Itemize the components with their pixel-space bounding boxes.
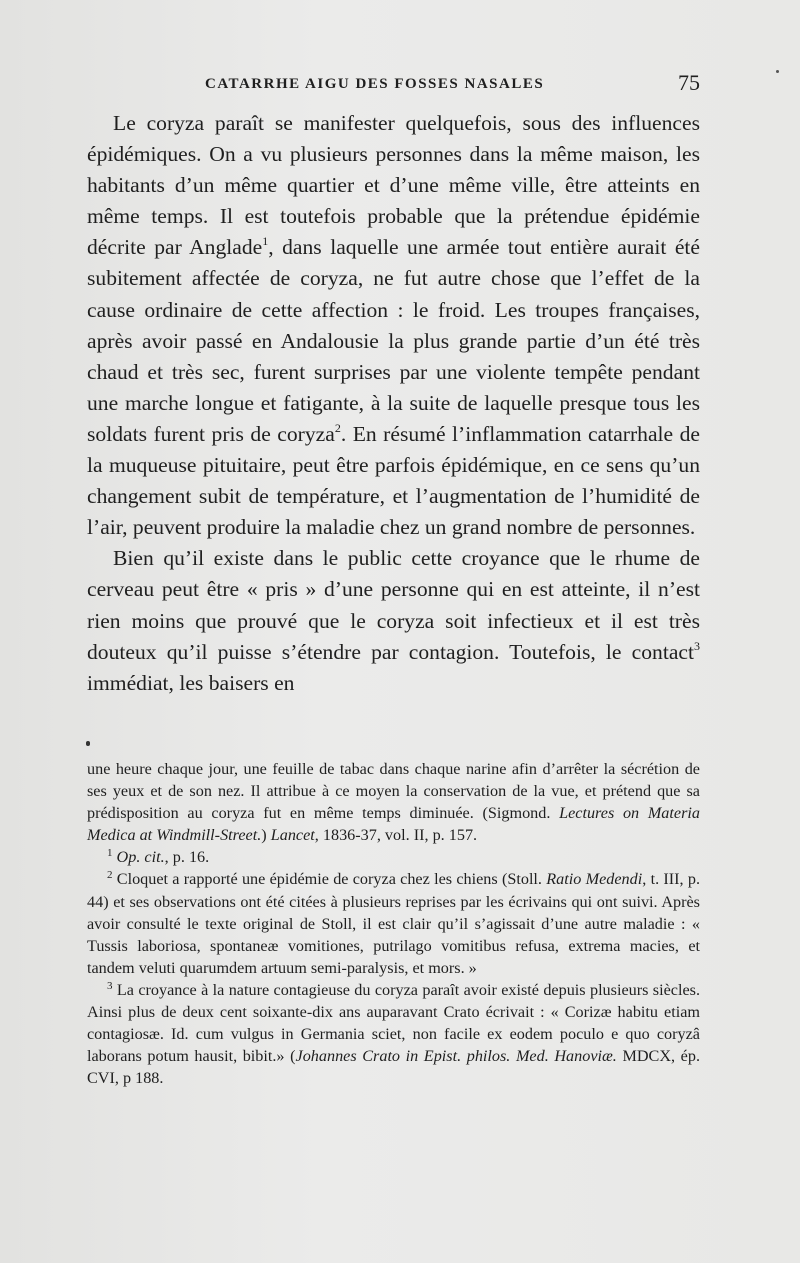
italic-run: Johannes Crato in Epist. philos. Med. Hanoviæ. <box>295 1047 617 1066</box>
text-run: MDCX, ép. CVI, p 188. <box>87 1047 700 1088</box>
italic-run: Ratio Medendi <box>546 870 643 889</box>
text-run: Cloquet a rapporté une épidémie de coryza chez les chiens (Stoll. <box>112 870 547 889</box>
page-header <box>205 70 700 96</box>
footnote-number: 1 <box>107 847 113 860</box>
footnotes <box>87 758 700 1089</box>
running-title: CATARRHE AIGU DES FOSSES NASALES <box>205 76 545 92</box>
page-number: 75 <box>678 70 700 95</box>
text-run: ) <box>261 826 271 845</box>
footnote-number: 2 <box>107 869 113 882</box>
footnote-1 <box>87 846 700 868</box>
ink-speck <box>776 70 779 73</box>
footnote-3 <box>87 979 700 1089</box>
footnote-number: 3 <box>107 979 113 992</box>
text-run: . En résumé l’inflammation catarrhale de la muqueuse pituitaire, peut être parfois épidémique, en ce sens qu’un changement subit de température, et l’augmentation de l’humidité de l’air, peuvent produire la maladie chez un grand nombre de personnes. <box>87 421 701 540</box>
footnote-continued <box>87 758 700 846</box>
text-run: Le coryza paraît se manifester quelquefois, sous des influences épidémiques. On a vu plusieurs personnes dans la même maison, les habitants d’un même quartier et d’une même ville, être atteints en même temps. Il est toutefois probable que la prétendue épidémie décrite par Anglade <box>87 111 700 260</box>
paragraph <box>87 543 700 698</box>
text-run: , t. III, p. 44) et ses observations ont été citées à plusieurs reprises par les écrivains qui ont suivi. Après avoir consulté le texte original de Stoll, il est clair qu’il s’agissait d’une autre maladie : « Tussis laboriosa, spontaneæ vomitiones, putrilago vomitibus refusa, extrema macies, et tandem veluti quarumdem artuum semi-paralysis, et mors. » <box>87 870 701 977</box>
text-run: La croyance à la nature contagieuse du coryza paraît avoir existé depuis plusieurs siècles. Ainsi plus de deux cent soixante-dix ans auparavant Crato écrivait : « Corizæ habitu etiam contagiosæ. Id. cum vulgus in Germania sciet, non facile ex eodem poculo e quo coryzâ laborans potum hausit, bibit.» ( <box>87 980 700 1066</box>
italic-run: Lectures on Materia Medica at Windmill-Street. <box>87 804 700 845</box>
paragraph <box>87 108 700 543</box>
text-run: , p. 16. <box>164 848 210 867</box>
footnote-ref: 2 <box>334 420 341 435</box>
footnote-2 <box>87 868 700 978</box>
italic-run: Op. cit. <box>116 848 165 867</box>
text-run: , 1836-37, vol. II, p. 157. <box>314 826 478 845</box>
text-run: Bien qu’il existe dans le public cette croyance que le rhume de cerveau peut être « pris » d’une personne qui en est atteinte, il n’est rien moins que prouvé que le coryza soit infectieux et il est très douteux qu’il puisse s’étendre par contagion. Toutefois, le contact <box>87 546 700 664</box>
ink-speck <box>86 741 90 746</box>
italic-run: Lancet <box>270 826 315 845</box>
text-run: une heure chaque jour, une feuille de tabac dans chaque narine afin d’arrêter la sécrétion de ses yeux et de son nez. Il attribue à ce moyen la conservation de la vue, et prétend que sa prédisposition au coryza fut en même temps diminuée. (Sigmond. <box>87 760 700 823</box>
text-run: , dans laquelle une armée tout entière aurait été subitement affectée de coryza, ne fut autre chose que l’effet de la cause ordinaire de cette affection : le froid. Les troupes françaises, après avoir passé en Andalousie la plus grande partie d’un été très chaud et très sec, furent surprises par une violente tempête pendant une marche longue et fatigante, à la suite de laquelle presque tous les soldats furent pris de coryza <box>87 235 700 446</box>
footnote-ref: 3 <box>694 638 700 653</box>
footnote-ref: 1 <box>262 234 269 249</box>
main-text <box>87 108 700 699</box>
text-run: immédiat, les baisers en <box>87 670 295 695</box>
